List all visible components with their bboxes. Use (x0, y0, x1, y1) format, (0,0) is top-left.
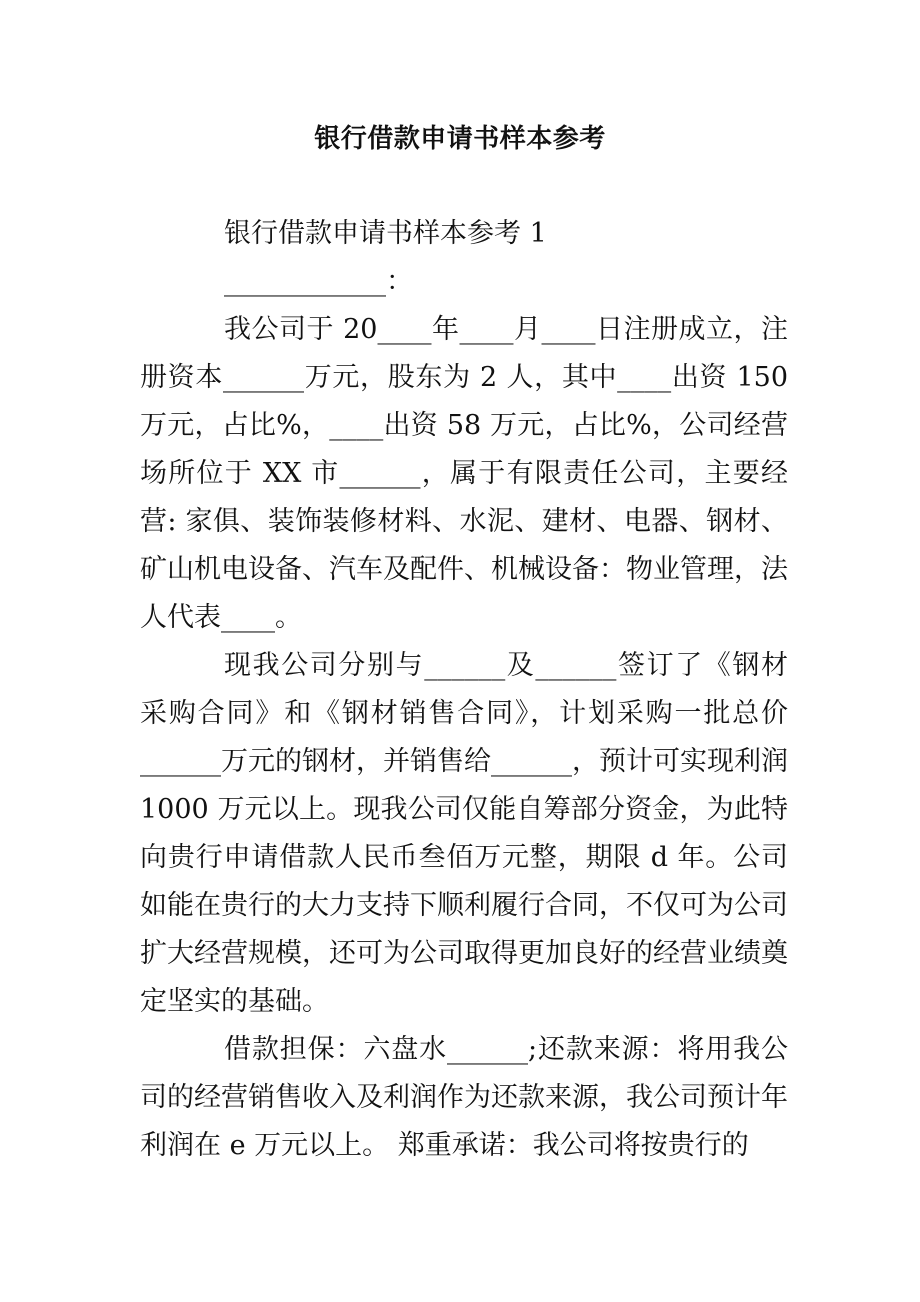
addressee-line: ____________： (224, 266, 413, 297)
document-title: 银行借款申请书样本参考 (314, 124, 606, 154)
paragraph-guarantee-repayment: 借款担保：六盘水______;还款来源：将用我公司的经营销售收入及利润作为还款来源，我公司预计年利润在 e 万元以上。 郑重承诺：我公司将按贵行的 (140, 1034, 788, 1161)
document-subtitle: 银行借款申请书样本参考 1 (224, 218, 547, 249)
paragraph-company-info: 我公司于 20____年____月____日注册成立，注册资本______万元，股东为 2 人，其中____出资 150 万元，占比%，____出资 58 万元，占比%，公司经营场所位于 XX 市______，属于有限责任公司，主要经营: 家俱、装饰装修材料、水泥、建材、电器、钢材、矿山机电设备、汽车及配件、机械设备：物业管理，法人代表____。 (140, 314, 788, 633)
paragraph-loan-purpose: 现我公司分别与______及______签订了《钢材采购合同》和《钢材销售合同》，计划采购一批总价______万元的钢材，并销售给______，预计可实现利润 1000 万元以上。现我公司仅能自筹部分资金，为此特向贵行申请借款人民币叁佰万元整，期限 d 年。公司如能在贵行的大力支持下顺利履行合同，不仅可为公司扩大经营规模，还可为公司取得更加良好的经营业绩奠定坚实的基础。 (140, 650, 788, 1017)
